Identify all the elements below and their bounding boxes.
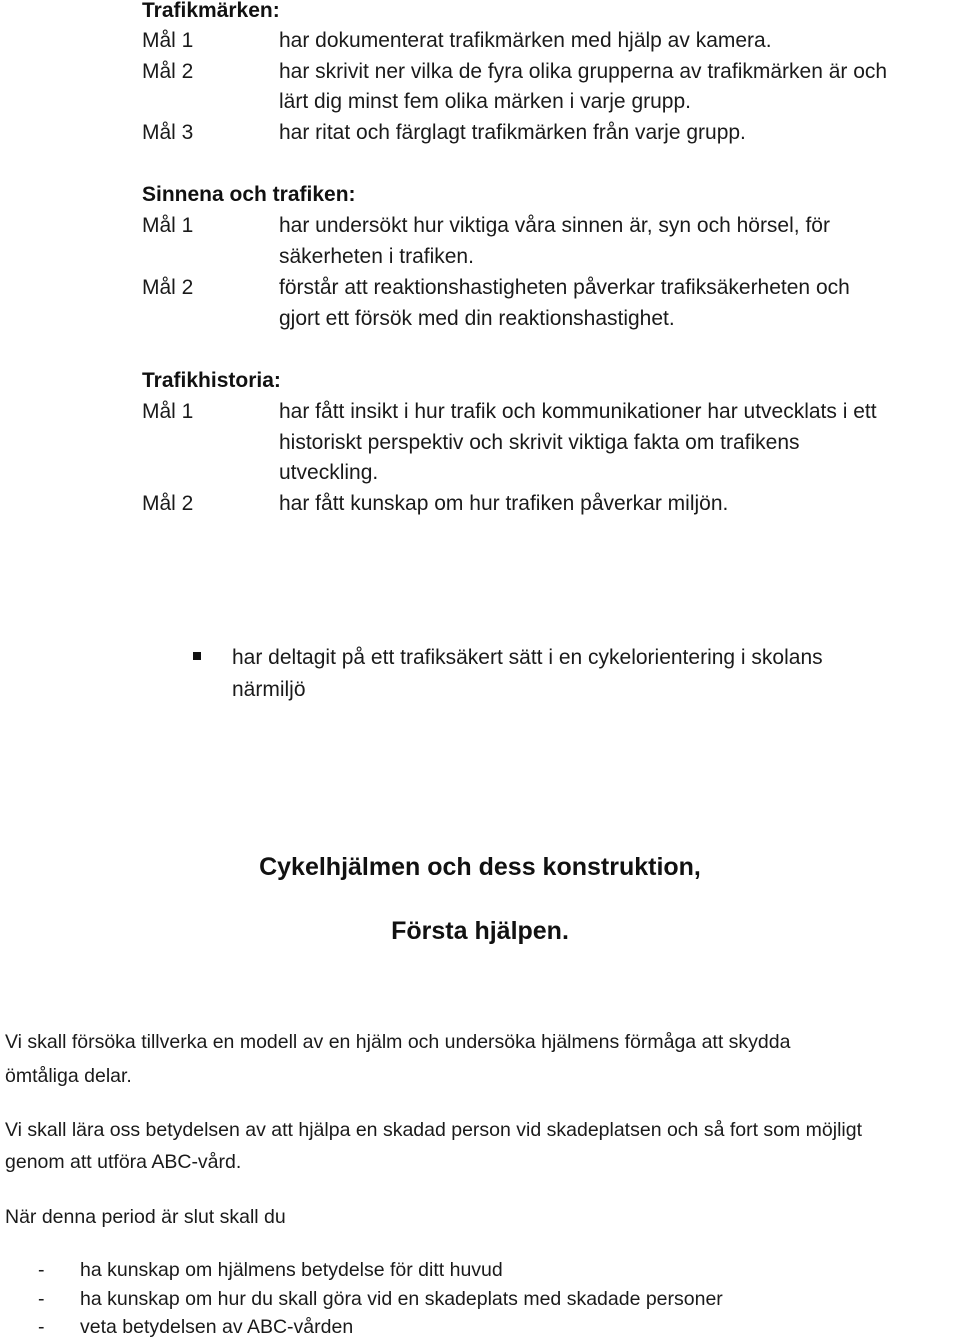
list-item: ha kunskap om hjälmens betydelse för ditt huvud (80, 1259, 503, 1281)
goal-text: har fått kunskap om hur trafiken påverkar miljön. (279, 492, 729, 515)
goal-text: har ritat och färglagt trafikmärken från varje grupp. (279, 121, 746, 144)
bullet-text: närmiljö (232, 678, 306, 701)
list-item: veta betydelsen av ABC-vården (80, 1316, 354, 1338)
goal-text: har dokumenterat trafikmärken med hjälp av kamera. (279, 29, 772, 52)
goal-text: har skrivit ner vilka de fyra olika grupperna av trafikmärken är och (279, 60, 888, 83)
paragraph-line: genom att utföra ABC-vård. (5, 1151, 242, 1173)
square-bullet-icon (193, 652, 201, 660)
goal-label: Mål 2 (142, 60, 194, 83)
paragraph-line: Vi skall försöka tillverka en modell av en hjälm och undersöka hjälmens förmåga att skydda (5, 1031, 791, 1053)
goal-label: Mål 1 (142, 29, 194, 52)
goal-label: Mål 3 (142, 121, 194, 144)
section-heading: Sinnena och trafiken: (142, 183, 356, 206)
goal-text: historiskt perspektiv och skrivit viktiga fakta om trafikens (279, 431, 800, 454)
section-heading: Trafikhistoria: (142, 369, 281, 392)
goal-label: Mål 2 (142, 276, 194, 299)
goal-text: gjort ett försök med din reaktionshastighet. (279, 307, 675, 330)
goal-label: Mål 1 (142, 214, 194, 237)
goal-text: utveckling. (279, 461, 379, 484)
goal-text: lärt dig minst fem olika märken i varje grupp. (279, 90, 691, 113)
dash-marker: - (38, 1288, 45, 1310)
goal-text: har undersökt hur viktiga våra sinnen är, syn och hörsel, för (279, 214, 830, 237)
page-title: Cykelhjälmen och dess konstruktion, (259, 853, 701, 881)
intro-text: När denna period är slut skall du (5, 1206, 286, 1228)
paragraph-line: Vi skall lära oss betydelsen av att hjälpa en skadad person vid skadeplatsen och så fort som möjligt (5, 1119, 863, 1141)
section-heading: Trafikmärken: (142, 0, 280, 22)
list-item: ha kunskap om hur du skall göra vid en skadeplats med skadade personer (80, 1288, 723, 1310)
dash-marker: - (38, 1316, 45, 1338)
goal-label: Mål 1 (142, 400, 194, 423)
goal-text: säkerheten i trafiken. (279, 245, 474, 268)
goal-text: har fått insikt i hur trafik och kommunikationer har utvecklats i ett (279, 400, 877, 423)
bullet-text: har deltagit på ett trafiksäkert sätt i en cykelorientering i skolans (232, 646, 823, 669)
dash-marker: - (38, 1259, 45, 1281)
page-subtitle: Första hjälpen. (391, 917, 569, 945)
paragraph-line: ömtåliga delar. (5, 1065, 132, 1087)
goal-label: Mål 2 (142, 492, 194, 515)
goal-text: förstår att reaktionshastigheten påverkar trafiksäkerheten och (279, 276, 850, 299)
